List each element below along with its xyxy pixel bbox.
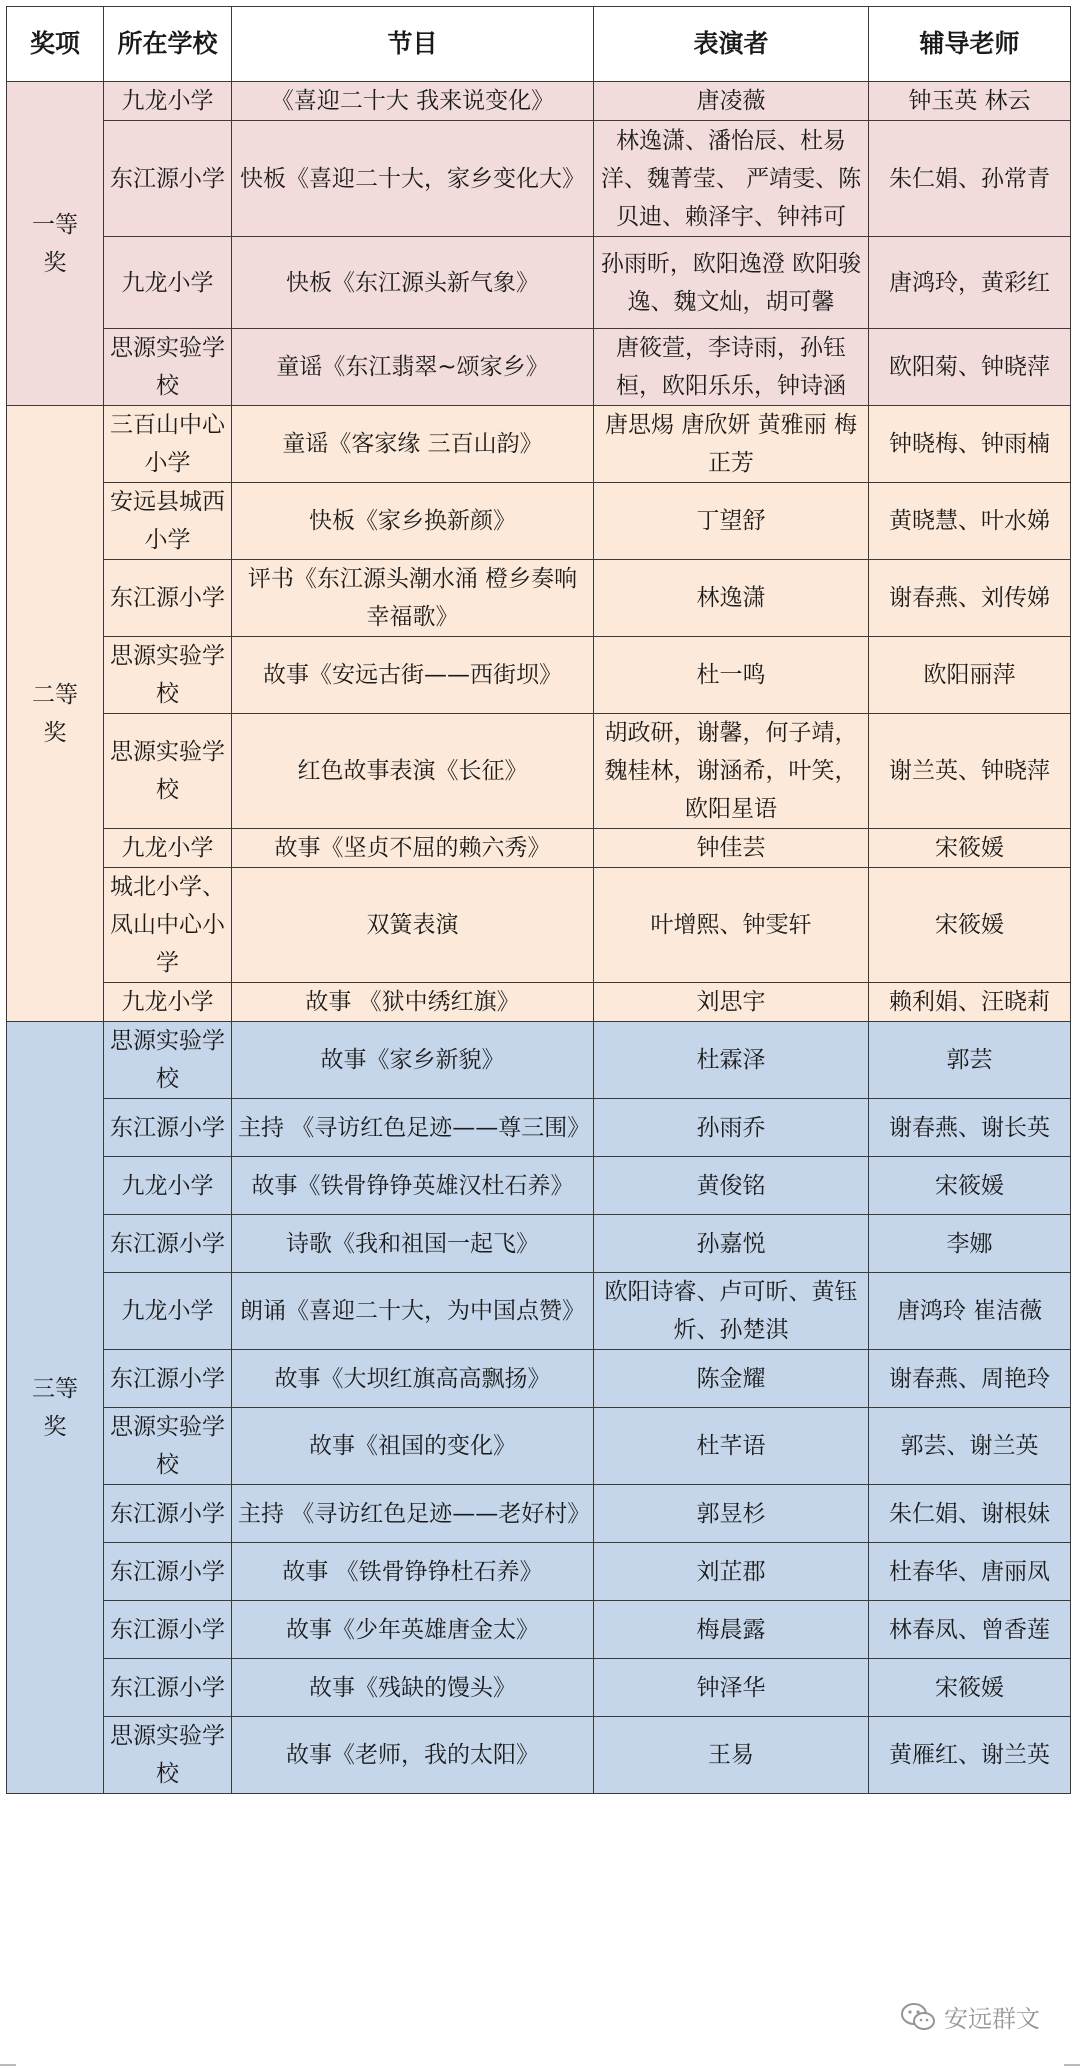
teacher-cell: 唐鸿玲 崔洁薇 (869, 1273, 1071, 1350)
program-cell: 快板《喜迎二十大，家乡变化大》 (232, 121, 594, 237)
performer-cell: 孙嘉悦 (594, 1215, 869, 1273)
performer-cell: 陈金耀 (594, 1350, 869, 1408)
school-cell: 思源实验学校 (104, 714, 232, 829)
school-cell: 城北小学、凤山中心小学 (104, 868, 232, 983)
table-row (7, 237, 1071, 329)
school-cell: 安远县城西小学 (104, 483, 232, 560)
program-cell: 主持 《寻访红色足迹——尊三围》 (232, 1099, 594, 1157)
table-header-row (7, 7, 1071, 82)
award-level-cell: 二等奖 (7, 406, 104, 1022)
teacher-cell: 谢春燕、周艳玲 (869, 1350, 1071, 1408)
teacher-cell: 唐鸿玲，黄彩红 (869, 237, 1071, 329)
program-cell: 故事《少年英雄唐金太》 (232, 1601, 594, 1659)
school-cell: 东江源小学 (104, 1215, 232, 1273)
performer-cell: 刘思宇 (594, 983, 869, 1022)
school-cell: 三百山中心小学 (104, 406, 232, 483)
program-cell: 故事《老师，我的太阳》 (232, 1717, 594, 1794)
awards-table-frame (6, 6, 1070, 1794)
table-row (7, 1408, 1071, 1485)
teacher-cell: 宋筱媛 (869, 829, 1071, 868)
table-row (7, 1485, 1071, 1543)
performer-cell: 杜一鸣 (594, 637, 869, 714)
program-cell: 故事 《狱中绣红旗》 (232, 983, 594, 1022)
performer-cell: 丁望舒 (594, 483, 869, 560)
program-cell: 快板《东江源头新气象》 (232, 237, 594, 329)
program-cell: 《喜迎二十大 我来说变化》 (232, 82, 594, 121)
teacher-cell: 钟玉英 林云 (869, 82, 1071, 121)
program-cell: 故事《坚贞不屈的赖六秀》 (232, 829, 594, 868)
teacher-cell: 宋筱媛 (869, 1157, 1071, 1215)
school-cell: 东江源小学 (104, 121, 232, 237)
table-row (7, 1157, 1071, 1215)
teacher-cell: 郭芸 (869, 1022, 1071, 1099)
teacher-cell: 钟晓梅、钟雨楠 (869, 406, 1071, 483)
program-cell: 双簧表演 (232, 868, 594, 983)
table-row (7, 829, 1071, 868)
performer-cell: 胡政研，谢馨，何子靖，魏桂林，谢涵希，叶笑，欧阳星语 (594, 714, 869, 829)
page-corner-mark-right (1064, 2064, 1080, 2066)
performer-cell: 杜芊语 (594, 1408, 869, 1485)
school-cell: 东江源小学 (104, 1543, 232, 1601)
program-cell: 童谣《东江翡翠~颂家乡》 (232, 329, 594, 406)
performer-cell: 叶增熙、钟雯轩 (594, 868, 869, 983)
program-cell: 故事《铁骨铮铮英雄汉杜石养》 (232, 1157, 594, 1215)
program-cell: 故事 《铁骨铮铮杜石养》 (232, 1543, 594, 1601)
performer-cell: 黄俊铭 (594, 1157, 869, 1215)
performer-cell: 孙雨昕，欧阳逸澄 欧阳骏逸、魏文灿，胡可馨 (594, 237, 869, 329)
teacher-cell: 黄雁红、谢兰英 (869, 1717, 1071, 1794)
school-cell: 思源实验学校 (104, 329, 232, 406)
header-program: 节目 (232, 7, 594, 82)
table-row (7, 560, 1071, 637)
wechat-icon (900, 2002, 936, 2032)
table-row (7, 1543, 1071, 1601)
teacher-cell: 黄晓慧、叶水娣 (869, 483, 1071, 560)
table-row (7, 637, 1071, 714)
teacher-cell: 赖利娟、汪晓莉 (869, 983, 1071, 1022)
header-teacher: 辅导老师 (869, 7, 1071, 82)
table-row (7, 121, 1071, 237)
teacher-cell: 朱仁娟、谢根妹 (869, 1485, 1071, 1543)
table-row (7, 714, 1071, 829)
program-cell: 快板《家乡换新颜》 (232, 483, 594, 560)
table-row (7, 1022, 1071, 1099)
teacher-cell: 谢春燕、刘传娣 (869, 560, 1071, 637)
performer-cell: 钟泽华 (594, 1659, 869, 1717)
table-row (7, 983, 1071, 1022)
program-cell: 童谣《客家缘 三百山韵》 (232, 406, 594, 483)
table-row (7, 82, 1071, 121)
award-level-cell: 一等奖 (7, 82, 104, 406)
performer-cell: 唐筱萱，李诗雨，孙钰桓，欧阳乐乐，钟诗涵 (594, 329, 869, 406)
performer-cell: 唐思焬 唐欣妍 黄雅丽 梅正芳 (594, 406, 869, 483)
page-corner-mark-left (0, 2064, 16, 2066)
table-row (7, 1717, 1071, 1794)
school-cell: 东江源小学 (104, 560, 232, 637)
header-school: 所在学校 (104, 7, 232, 82)
school-cell: 九龙小学 (104, 1157, 232, 1215)
award-level-cell: 三等奖 (7, 1022, 104, 1794)
table-row (7, 329, 1071, 406)
teacher-cell: 谢兰英、钟晓萍 (869, 714, 1071, 829)
school-cell: 九龙小学 (104, 237, 232, 329)
school-cell: 九龙小学 (104, 82, 232, 121)
table-row (7, 1601, 1071, 1659)
school-cell: 九龙小学 (104, 829, 232, 868)
school-cell: 思源实验学校 (104, 1022, 232, 1099)
school-cell: 东江源小学 (104, 1659, 232, 1717)
performer-cell: 唐凌薇 (594, 82, 869, 121)
teacher-cell: 谢春燕、谢长英 (869, 1099, 1071, 1157)
teacher-cell: 朱仁娟、孙常青 (869, 121, 1071, 237)
performer-cell: 杜霖泽 (594, 1022, 869, 1099)
program-cell: 故事《残缺的馒头》 (232, 1659, 594, 1717)
header-award: 奖项 (7, 7, 104, 82)
teacher-cell: 郭芸、谢兰英 (869, 1408, 1071, 1485)
performer-cell: 钟佳芸 (594, 829, 869, 868)
school-cell: 东江源小学 (104, 1099, 232, 1157)
performer-cell: 王易 (594, 1717, 869, 1794)
performer-cell: 梅晨露 (594, 1601, 869, 1659)
school-cell: 九龙小学 (104, 983, 232, 1022)
awards-table (6, 6, 1071, 1794)
school-cell: 东江源小学 (104, 1601, 232, 1659)
program-cell: 诗歌《我和祖国一起飞》 (232, 1215, 594, 1273)
school-cell: 思源实验学校 (104, 637, 232, 714)
school-cell: 东江源小学 (104, 1350, 232, 1408)
program-cell: 红色故事表演《长征》 (232, 714, 594, 829)
performer-cell: 林逸潇 (594, 560, 869, 637)
header-performer: 表演者 (594, 7, 869, 82)
table-row (7, 1350, 1071, 1408)
performer-cell: 郭昱杉 (594, 1485, 869, 1543)
teacher-cell: 欧阳菊、钟晓萍 (869, 329, 1071, 406)
performer-cell: 刘芷郡 (594, 1543, 869, 1601)
table-row (7, 406, 1071, 483)
school-cell: 思源实验学校 (104, 1717, 232, 1794)
performer-cell: 林逸潇、潘怡辰、杜易洋、魏菁莹、 严靖雯、陈贝迪、赖泽宇、钟祎可 (594, 121, 869, 237)
program-cell: 故事《安远古街——西街坝》 (232, 637, 594, 714)
program-cell: 朗诵《喜迎二十大，为中国点赞》 (232, 1273, 594, 1350)
teacher-cell: 宋筱媛 (869, 868, 1071, 983)
program-cell: 故事《家乡新貌》 (232, 1022, 594, 1099)
performer-cell: 欧阳诗睿、卢可昕、黄钰炘、孙楚淇 (594, 1273, 869, 1350)
program-cell: 故事《大坝红旗高高飘扬》 (232, 1350, 594, 1408)
table-row (7, 1659, 1071, 1717)
teacher-cell: 李娜 (869, 1215, 1071, 1273)
table-body (7, 82, 1071, 1794)
school-cell: 九龙小学 (104, 1273, 232, 1350)
teacher-cell: 杜春华、唐丽凤 (869, 1543, 1071, 1601)
program-cell: 评书《东江源头潮水涌 橙乡奏响幸福歌》 (232, 560, 594, 637)
school-cell: 思源实验学校 (104, 1408, 232, 1485)
watermark (900, 1999, 1040, 2034)
teacher-cell: 欧阳丽萍 (869, 637, 1071, 714)
performer-cell: 孙雨乔 (594, 1099, 869, 1157)
teacher-cell: 林春凤、曾香莲 (869, 1601, 1071, 1659)
teacher-cell: 宋筱媛 (869, 1659, 1071, 1717)
table-row (7, 1273, 1071, 1350)
program-cell: 故事《祖国的变化》 (232, 1408, 594, 1485)
table-row (7, 1099, 1071, 1157)
program-cell: 主持 《寻访红色足迹——老好村》 (232, 1485, 594, 1543)
watermark-text: 安远群文 (944, 2005, 1040, 2033)
table-row (7, 868, 1071, 983)
school-cell: 东江源小学 (104, 1485, 232, 1543)
table-row (7, 1215, 1071, 1273)
table-row (7, 483, 1071, 560)
